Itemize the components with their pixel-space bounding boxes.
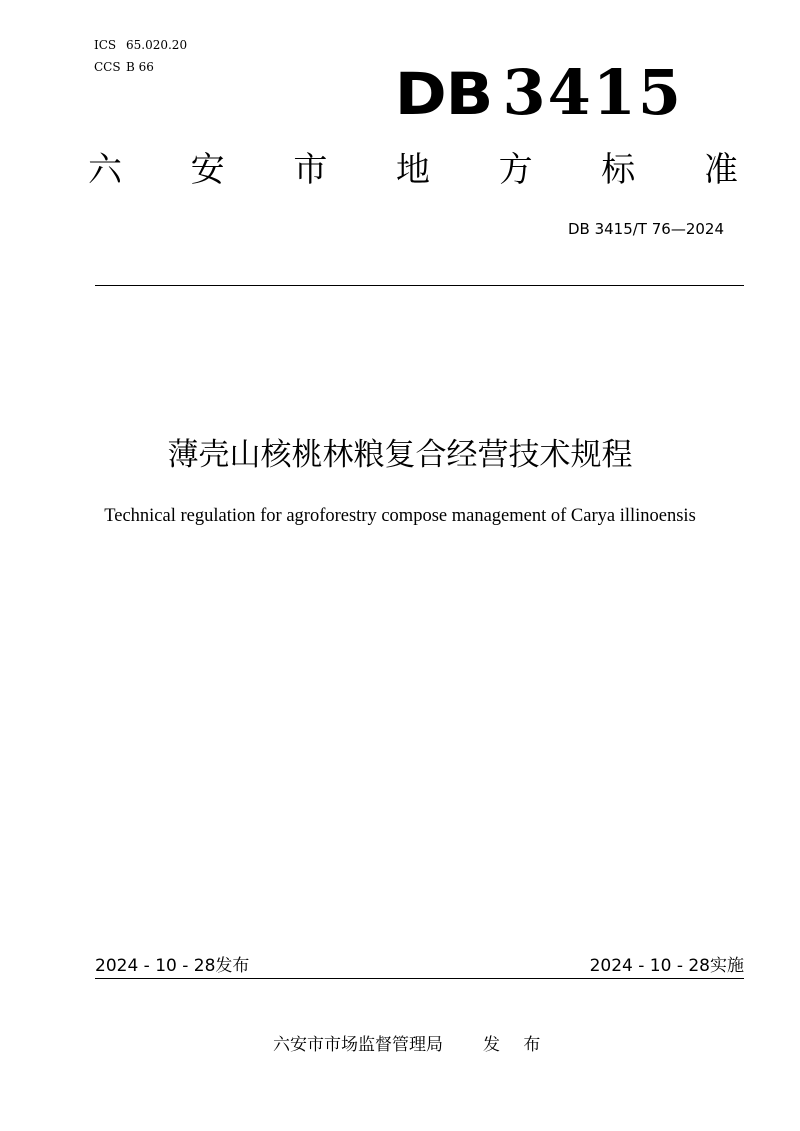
standard-title-char: 市 bbox=[293, 150, 328, 190]
implement-date-value: 2024 - 10 - 28 bbox=[589, 956, 710, 976]
publisher-name: 六安市市场监督管理局 bbox=[273, 1035, 443, 1055]
implement-date bbox=[590, 955, 744, 977]
issue-date-value: 2024 - 10 - 28 bbox=[95, 956, 216, 976]
ics-code bbox=[94, 38, 187, 52]
publisher bbox=[273, 1034, 549, 1056]
standard-title-char: 六 bbox=[88, 150, 122, 190]
ics-value: 65.020.20 bbox=[126, 38, 188, 52]
document-title-zh: 薄壳山核桃林粮复合经营技术规程 bbox=[167, 437, 633, 473]
standard-title-char: 安 bbox=[190, 150, 225, 190]
ics-label: ICS bbox=[94, 38, 117, 52]
standard-title-char: 标 bbox=[601, 150, 636, 190]
footer-divider bbox=[95, 978, 744, 979]
standard-code: DB 3415/T 76—2024 bbox=[567, 220, 724, 238]
ccs-value: B 66 bbox=[126, 60, 154, 74]
header-divider bbox=[95, 285, 744, 286]
issue-label: 发布 bbox=[215, 956, 250, 976]
db-logo-prefix: DB bbox=[394, 60, 493, 128]
ccs-code bbox=[94, 60, 154, 74]
ccs-label: CCS bbox=[94, 60, 121, 74]
standard-title-char: 方 bbox=[498, 150, 533, 190]
db-logo bbox=[394, 56, 683, 129]
standard-title-char: 准 bbox=[703, 150, 738, 190]
publisher-action: 发 布 bbox=[483, 1035, 550, 1055]
implement-label: 实施 bbox=[710, 956, 744, 976]
standard-title-char: 地 bbox=[395, 150, 430, 190]
db-logo-number: 3415 bbox=[502, 56, 683, 129]
document-title-en: Technical regulation for agroforestry compose management of Carya illinoensis bbox=[104, 506, 696, 526]
standard-type-title bbox=[88, 150, 738, 190]
issue-date bbox=[95, 955, 249, 977]
